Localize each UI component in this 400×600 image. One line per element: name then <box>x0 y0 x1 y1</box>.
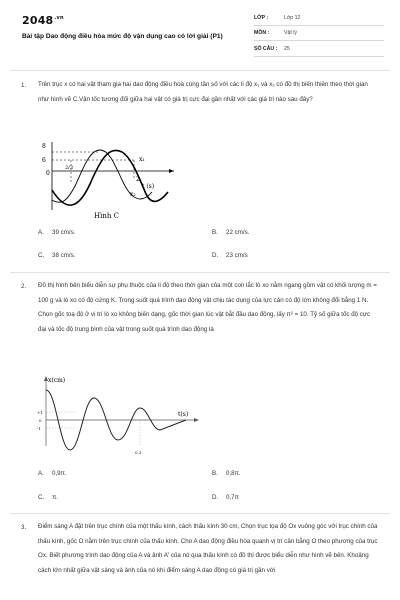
t-axis-arrow <box>194 418 199 422</box>
figure-caption: Hình C <box>94 212 119 220</box>
axis-t-label: t (s) <box>142 183 155 190</box>
subject-value: Vật lý <box>284 30 297 36</box>
ytick-mid: 6 <box>42 157 46 164</box>
logo-text: 2048 <box>22 14 54 27</box>
y-tick-mid: 0 <box>39 418 42 423</box>
option-d[interactable] <box>212 252 248 259</box>
question-number: 1. <box>21 82 27 89</box>
t-axis-arrow <box>169 169 174 173</box>
t-axis-label: t(s) <box>178 411 189 418</box>
subject-row <box>254 30 297 36</box>
count-value: 25 <box>284 46 290 52</box>
option-text: 22 cm/s. <box>226 229 250 236</box>
option-letter: C. <box>38 494 45 501</box>
option-b[interactable] <box>212 470 241 477</box>
option-text: 0,7π <box>226 494 239 501</box>
option-a[interactable] <box>38 470 67 477</box>
option-text: π. <box>52 494 58 501</box>
series-x1-label: x₁ <box>139 156 145 163</box>
question-number: 3. <box>21 524 27 531</box>
curve-x2 <box>52 150 168 205</box>
option-text: 38 cm/s. <box>52 252 76 259</box>
t-two-label: 2 <box>136 176 140 183</box>
origin-label: 0 <box>46 170 50 177</box>
figure-2 <box>36 374 206 458</box>
count-row <box>254 46 290 52</box>
option-letter: A. <box>38 470 44 477</box>
count-label: SỐ CÂU : <box>254 46 278 52</box>
option-b[interactable] <box>212 229 249 236</box>
class-label: LỚP : <box>254 15 269 21</box>
question-text: Điểm sáng A đặt trên trục chính của một thấu kính, cách thấu kính 30 cm, Chọn trục tọa độ Ox vuông góc với trục chính của thấu kính, gốc O nằm trên trục chính của thấu kính. Cho A dao động điều hòa quanh vị trí cân bằng O theo phương của trục Ox. Biết phương trình dao động của A và ảnh A' của nó qua thấu kính có đồ thị được biểu diễn như hình vẽ bên. Khoảng cách lớn nhất giữa vật sáng và ảnh của nó khi điểm sáng A dao động có giá trị gần với <box>38 523 378 574</box>
option-text: 23 cm/s <box>226 252 248 259</box>
option-text: 0,9π. <box>52 470 67 477</box>
figure-c <box>38 138 178 220</box>
page-title: Bài tập Dao động điều hòa mức độ vận dụng cao có lời giải (P1) <box>22 33 223 40</box>
question-text: Đồ thị hình bên biểu diễn sự phụ thuộc của li độ theo thời gian của một con lắc lò xo nằm ngang gồm vật có khối lượng m = 100 g và lò xo có độ cứng K. Trong suốt quá trình dao động vật chịu tác dụng của lực cản có độ lớn không đổi bằng 1 N. Chọn gốc toạ độ ở vị trí lò xo không biến dạng, gốc thời gian lúc vật bắt đầu dao động, lấy π² = 10. Tỷ số giữa tốc độ cực đại và tốc độ trung bình của vật trong suốt quá trình dao động là <box>38 282 377 333</box>
option-text: 0,8π. <box>226 470 241 477</box>
option-letter: D. <box>212 494 219 501</box>
option-d[interactable] <box>212 494 239 501</box>
y-axis-label: x(cm) <box>48 377 66 384</box>
divider <box>10 70 390 71</box>
option-letter: C. <box>38 252 45 259</box>
question-number: 2. <box>21 283 27 290</box>
option-text: 39 cm/s. <box>52 229 76 236</box>
meta-divider <box>254 56 384 57</box>
t-tick-label: 0,3 <box>135 450 142 455</box>
option-letter: B. <box>212 470 218 477</box>
option-c[interactable] <box>38 252 75 259</box>
meta-divider <box>254 40 384 41</box>
ytick-top: 8 <box>42 143 46 150</box>
divider <box>10 272 390 273</box>
class-value: Lớp 12 <box>284 15 301 21</box>
option-letter: D. <box>212 252 219 259</box>
page-header <box>0 0 400 64</box>
series-x2-label: x₂ <box>130 191 136 198</box>
option-letter: B. <box>212 229 218 236</box>
y-tick-bot: -1 <box>37 426 41 431</box>
t-mark-label: 2/3 <box>65 165 74 171</box>
class-row <box>254 15 300 21</box>
option-a[interactable] <box>38 229 75 236</box>
subject-label: MÔN : <box>254 30 270 36</box>
site-logo[interactable] <box>22 14 64 27</box>
question-text: Trên trục x có hai vật tham gia hai dao động điều hoà cùng tần số với các li độ x₁ và x₂ có đồ thị biến thiên theo thời gian như hình vẽ C.Vận tốc tương đối giữa hai vật có giá trị cực đại gần nhất với các giá trị nào sau đây? <box>38 81 368 103</box>
meta-divider <box>254 25 384 26</box>
divider <box>10 513 390 514</box>
logo-suffix: .vn <box>54 15 64 22</box>
option-letter: A. <box>38 229 44 236</box>
option-c[interactable] <box>38 494 58 501</box>
y-tick-top: +1 <box>37 410 43 415</box>
